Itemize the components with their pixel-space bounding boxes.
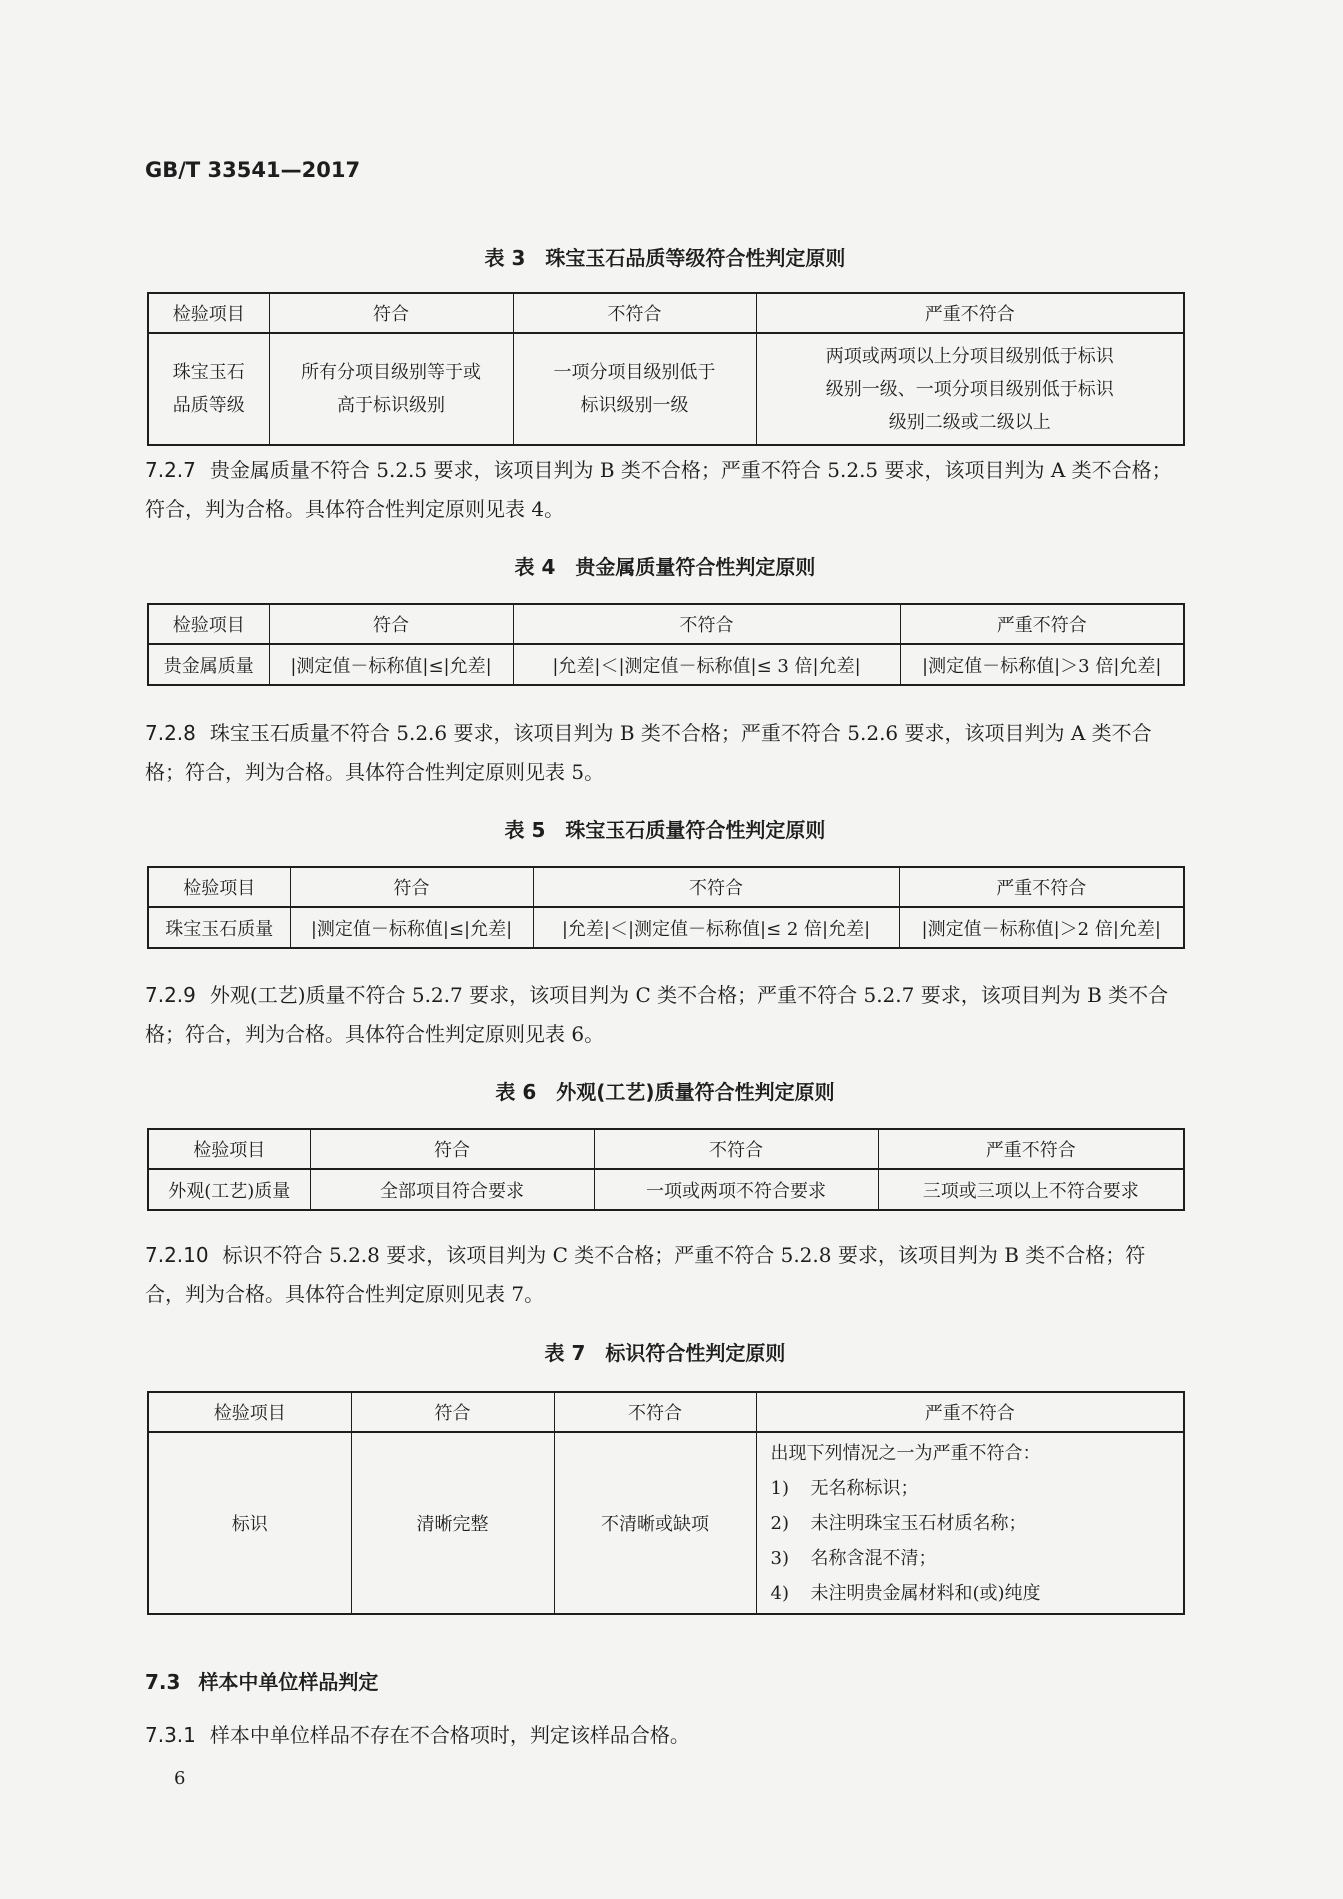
header-cell: 严重不符合 (878, 1129, 1184, 1169)
section-title: 样本中单位样品判定 (198, 1670, 379, 1694)
conform-cell: 全部项目符合要求 (310, 1169, 594, 1210)
header-cell: 严重不符合 (756, 1392, 1184, 1432)
list-text: 未注明贵金属材料和(或)纯度 (810, 1582, 1041, 1604)
table7 (147, 1391, 1185, 1615)
header-cell: 不符合 (513, 293, 756, 333)
list-text: 名称含混不清； (810, 1547, 937, 1569)
table5 (147, 866, 1185, 949)
cell-line: 级别一级、一项分项目级别低于标识 (825, 378, 1114, 400)
serious-cell: |测定值－标称值|＞2 倍|允差| (899, 907, 1184, 948)
list-intro: 出现下列情况之一为严重不符合： (770, 1442, 1041, 1464)
serious-cell: 三项或三项以上不符合要求 (878, 1169, 1184, 1210)
clause-text: 样本中单位样品不存在不合格项时，判定该样品合格。 (209, 1723, 690, 1747)
header-cell: 不符合 (594, 1129, 878, 1169)
table6 (147, 1128, 1185, 1211)
header-cell: 严重不符合 (899, 867, 1184, 907)
header-cell: 符合 (269, 604, 513, 644)
clause-7-2-7 (145, 451, 1185, 529)
list-number: 4) (770, 1582, 789, 1604)
header-cell: 检验项目 (148, 293, 269, 333)
list-number: 3) (770, 1547, 789, 1569)
header-cell: 检验项目 (148, 604, 269, 644)
header-cell: 不符合 (533, 867, 899, 907)
table-row (148, 1169, 1184, 1210)
conform-cell: 清晰完整 (351, 1432, 554, 1614)
header-cell: 符合 (351, 1392, 554, 1432)
list-text: 无名称标识； (810, 1477, 919, 1499)
clause-number: 7.2.9 (145, 983, 196, 1007)
page-number: 6 (174, 1768, 186, 1789)
serious-cell (756, 333, 1184, 445)
table-header-row (148, 1392, 1184, 1432)
section-number: 7.3 (145, 1670, 181, 1694)
list-item (771, 1471, 1182, 1506)
table3 (147, 292, 1185, 446)
table4 (147, 603, 1185, 686)
header-cell: 符合 (290, 867, 533, 907)
table-row (148, 907, 1184, 948)
table3-caption: 表 3 珠宝玉石品质等级符合性判定原则 (484, 246, 846, 270)
clause-7-2-9 (145, 976, 1185, 1054)
table4-caption: 表 4 贵金属质量符合性判定原则 (514, 555, 816, 579)
clause-text: 贵金属质量不符合 5.2.5 要求，该项目判为 B 类不合格；严重不符合 5.2.5 要求，该项目判为 A 类不合格；符合，判为合格。具体符合性判定原则见表 4。 (145, 458, 1172, 521)
cell-line: 高于标识级别 (337, 395, 445, 416)
header-cell: 不符合 (513, 604, 900, 644)
cell-line: 标识级别一级 (580, 395, 689, 416)
clause-number: 7.2.7 (145, 458, 196, 482)
list-text: 未注明珠宝玉石材质名称； (810, 1512, 1027, 1534)
table-row (148, 644, 1184, 685)
table-row (148, 1432, 1184, 1614)
header-cell: 检验项目 (148, 1129, 310, 1169)
serious-cell: |测定值－标称值|＞3 倍|允差| (900, 644, 1184, 685)
list-number: 1) (770, 1477, 789, 1499)
cell-line: 珠宝玉石 (172, 362, 245, 383)
list-item (771, 1506, 1182, 1541)
item-cell: 贵金属质量 (148, 644, 269, 685)
table5-caption: 表 5 珠宝玉石质量符合性判定原则 (504, 818, 826, 842)
cell-line: 两项或两项以上分项目级别低于标识 (825, 345, 1114, 367)
nonconform-cell: 一项或两项不符合要求 (594, 1169, 878, 1210)
header-cell: 检验项目 (148, 867, 290, 907)
clause-text: 珠宝玉石质量不符合 5.2.6 要求，该项目判为 B 类不合格；严重不符合 5.2.6 要求，该项目判为 A 类不合格；符合，判为合格。具体符合性判定原则见表 5。 (145, 721, 1152, 784)
section-7-3-heading (145, 1666, 378, 1695)
item-cell (148, 333, 269, 445)
conform-cell: |测定值－标称值|≤|允差| (290, 907, 533, 948)
cell-line: 级别二级或二级以上 (888, 411, 1051, 433)
clause-7-2-10 (145, 1236, 1185, 1314)
item-cell: 外观(工艺)质量 (148, 1169, 310, 1210)
header-cell: 检验项目 (148, 1392, 351, 1432)
list-item (771, 1541, 1182, 1576)
table6-caption: 表 6 外观(工艺)质量符合性判定原则 (495, 1080, 835, 1104)
table-row (148, 333, 1184, 445)
clause-number: 7.2.10 (145, 1243, 209, 1267)
clause-7-3-1 (145, 1716, 1185, 1755)
table7-caption: 表 7 标识符合性判定原则 (544, 1341, 786, 1365)
nonconform-cell: |允差|＜|测定值－标称值|≤ 3 倍|允差| (513, 644, 900, 685)
header-cell: 符合 (269, 293, 513, 333)
table-header-row (148, 867, 1184, 907)
conform-cell (269, 333, 513, 445)
table-header-row (148, 604, 1184, 644)
header-cell: 严重不符合 (756, 293, 1184, 333)
header-cell: 符合 (310, 1129, 594, 1169)
clause-7-2-8 (145, 714, 1185, 792)
serious-cell (756, 1432, 1184, 1614)
cell-line: 品质等级 (172, 395, 245, 416)
header-cell: 不符合 (554, 1392, 756, 1432)
clause-text: 标识不符合 5.2.8 要求，该项目判为 C 类不合格；严重不符合 5.2.8 要求，该项目判为 B 类不合格；符合，判为合格。具体符合性判定原则见表 7。 (145, 1243, 1146, 1306)
header-cell: 严重不符合 (900, 604, 1184, 644)
standard-code: GB/T 33541—2017 (145, 158, 361, 182)
list-number: 2) (770, 1512, 789, 1534)
conform-cell: |测定值－标称值|≤|允差| (269, 644, 513, 685)
cell-line: 一项分项目级别低于 (553, 362, 716, 383)
list-item (771, 1576, 1182, 1611)
cell-line: 所有分项目级别等于或 (301, 362, 481, 383)
table-header-row (148, 1129, 1184, 1169)
item-cell: 珠宝玉石质量 (148, 907, 290, 948)
table-header-row (148, 293, 1184, 333)
clause-text: 外观(工艺)质量不符合 5.2.7 要求，该项目判为 C 类不合格；严重不符合 5.2.7 要求，该项目判为 B 类不合格；符合，判为合格。具体符合性判定原则见表 6。 (145, 983, 1169, 1046)
nonconform-cell (513, 333, 756, 445)
item-cell: 标识 (148, 1432, 351, 1614)
nonconform-cell: 不清晰或缺项 (554, 1432, 756, 1614)
nonconform-cell: |允差|＜|测定值－标称值|≤ 2 倍|允差| (533, 907, 899, 948)
clause-number: 7.3.1 (145, 1723, 196, 1747)
clause-number: 7.2.8 (145, 721, 196, 745)
